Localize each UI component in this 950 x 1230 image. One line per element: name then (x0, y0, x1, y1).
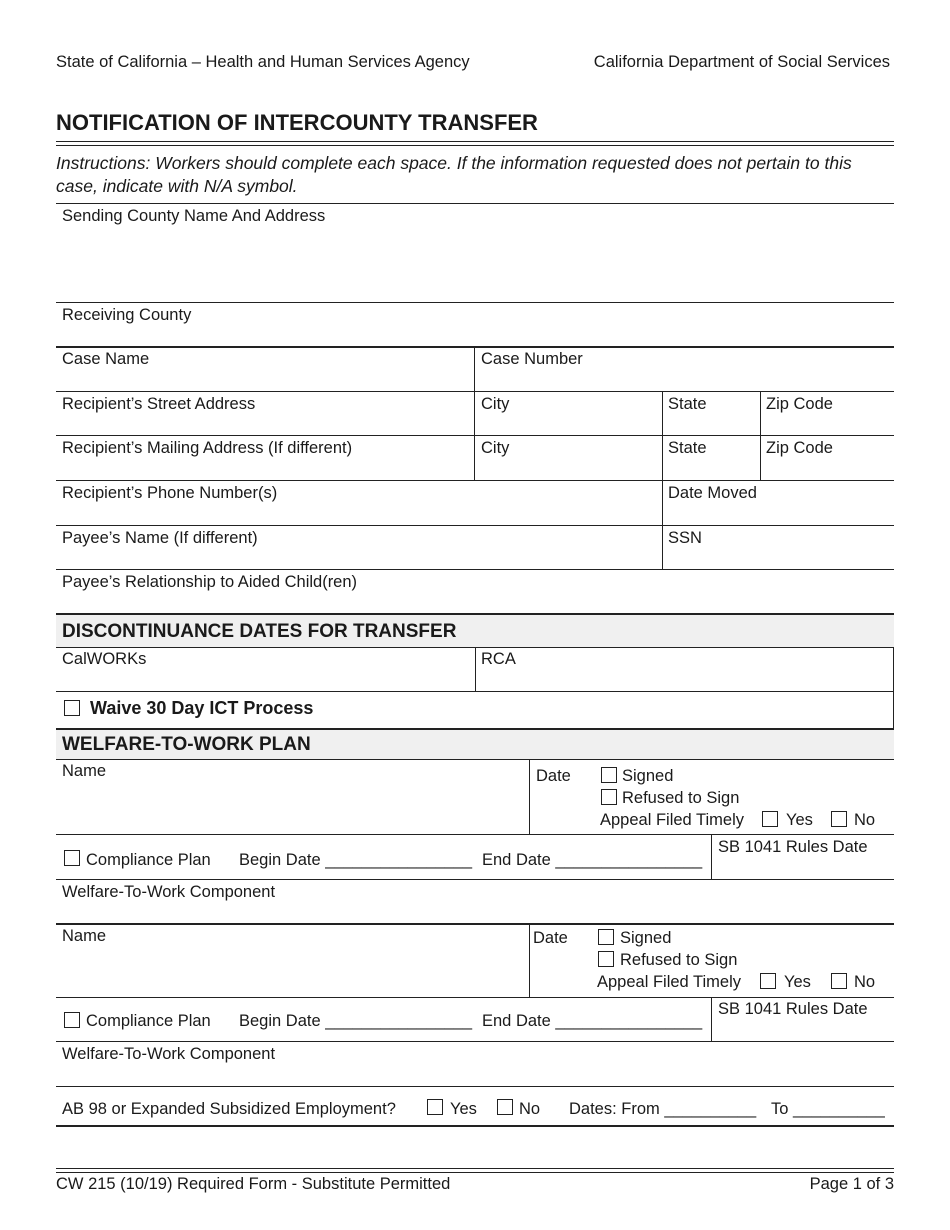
refused-label-2: Refused to Sign (620, 951, 738, 969)
city-label: City (481, 395, 510, 413)
rule (56, 435, 894, 436)
signed-label: Signed (622, 767, 674, 785)
appeal-no-checkbox-2[interactable] (831, 973, 847, 989)
signed-label-2: Signed (620, 929, 672, 947)
appeal-yes-checkbox[interactable] (762, 811, 778, 827)
payee-name-label: Payee’s Name (If different) (62, 529, 258, 547)
title-rule (56, 141, 894, 142)
footer-rule (56, 1168, 894, 1169)
rule (56, 203, 894, 204)
sending-county-label: Sending County Name And Address (62, 207, 326, 225)
ab98-dates-to: To __________ (771, 1100, 885, 1118)
waive-label: Waive 30 Day ICT Process (90, 698, 314, 718)
title-rule-2 (56, 145, 894, 146)
compliance-checkbox-2[interactable] (64, 1012, 80, 1028)
refused-checkbox[interactable] (601, 789, 617, 805)
discontinuance-heading: DISCONTINUANCE DATES FOR TRANSFER (62, 621, 457, 642)
date-moved-label: Date Moved (668, 484, 757, 502)
ab98-question: AB 98 or Expanded Subsidized Employment? (62, 1100, 396, 1118)
mailing-state-label: State (668, 439, 707, 457)
signed-checkbox-2[interactable] (598, 929, 614, 945)
rule (56, 302, 894, 303)
ab98-no-checkbox[interactable] (497, 1099, 513, 1115)
state-label: State (668, 395, 707, 413)
refused-checkbox-2[interactable] (598, 951, 614, 967)
street-address-label: Recipient’s Street Address (62, 395, 256, 413)
payee-relationship-label: Payee’s Relationship to Aided Child(ren) (62, 573, 358, 591)
mailing-address-label: Recipient’s Mailing Address (If different) (62, 439, 353, 457)
rule (56, 346, 894, 348)
divider (474, 347, 475, 480)
department-name: California Department of Social Services (593, 53, 890, 71)
appeal-label: Appeal Filed Timely (600, 811, 744, 829)
sb1041-label-2: SB 1041 Rules Date (718, 1000, 868, 1018)
case-number-label: Case Number (481, 350, 583, 368)
mailing-city-label: City (481, 439, 510, 457)
divider (760, 391, 761, 480)
wtw-name-label-2: Name (62, 927, 107, 945)
wtw-date-label: Date (536, 767, 571, 785)
divider (475, 647, 476, 691)
divider (529, 760, 530, 834)
wtw-component-label-2: Welfare-To-Work Component (62, 1045, 276, 1063)
end-date-label-2: End Date ________________ (482, 1012, 703, 1030)
divider (711, 834, 712, 879)
ab98-dates-from: Dates: From __________ (569, 1100, 757, 1118)
ssn-label: SSN (668, 529, 702, 547)
wtw-component-label: Welfare-To-Work Component (62, 883, 276, 901)
sb1041-label: SB 1041 Rules Date (718, 838, 868, 856)
appeal-no-checkbox[interactable] (831, 811, 847, 827)
compliance-label-2: Compliance Plan (86, 1012, 211, 1030)
rule (56, 997, 894, 998)
waive-checkbox[interactable] (64, 700, 80, 716)
wtw-heading: WELFARE-TO-WORK PLAN (62, 734, 311, 755)
agency-name: State of California – Health and Human Services Agency (56, 53, 470, 71)
rule (56, 834, 894, 835)
wtw-name-label: Name (62, 762, 107, 780)
footer-rule-2 (56, 1172, 894, 1173)
page-number: Page 1 of 3 (809, 1175, 894, 1193)
divider (662, 391, 663, 569)
rule (56, 879, 894, 880)
appeal-label-2: Appeal Filed Timely (597, 973, 741, 991)
appeal-no-label: No (854, 811, 876, 829)
phone-label: Recipient’s Phone Number(s) (62, 484, 278, 502)
rule (56, 1086, 894, 1087)
sending-county-field[interactable] (56, 225, 894, 301)
compliance-label: Compliance Plan (86, 851, 211, 869)
begin-date-label-2: Begin Date ________________ (239, 1012, 473, 1030)
case-name-label: Case Name (62, 350, 150, 368)
rule (56, 480, 894, 481)
appeal-no-label-2: No (854, 973, 876, 991)
wtw-date-label-2: Date (533, 929, 568, 947)
rule (56, 525, 894, 526)
rule (56, 1041, 894, 1042)
form-title: NOTIFICATION OF INTERCOUNTY TRANSFER (56, 110, 538, 135)
appeal-yes-label-2: Yes (784, 973, 811, 991)
begin-date-label: Begin Date ________________ (239, 851, 473, 869)
appeal-yes-label: Yes (786, 811, 813, 829)
signed-checkbox[interactable] (601, 767, 617, 783)
ab98-no-label: No (519, 1100, 541, 1118)
compliance-checkbox[interactable] (64, 850, 80, 866)
form-id: CW 215 (10/19) Required Form - Substitute Permitted (56, 1175, 451, 1193)
instructions: Instructions: Workers should complete each space. If the information requested does not pertain to this case, indicate with N/A symbol. (56, 153, 852, 196)
refused-label: Refused to Sign (622, 789, 740, 807)
divider (893, 647, 894, 729)
end-date-label: End Date ________________ (482, 851, 703, 869)
receiving-county-label: Receiving County (62, 306, 192, 324)
rule (56, 1125, 894, 1127)
rule (56, 759, 894, 760)
divider (711, 997, 712, 1041)
rule (56, 923, 894, 925)
appeal-yes-checkbox-2[interactable] (760, 973, 776, 989)
rule (56, 391, 894, 392)
rule (56, 691, 894, 692)
calworks-label: CalWORKs (62, 650, 147, 668)
zip-label: Zip Code (766, 395, 833, 413)
mailing-zip-label: Zip Code (766, 439, 833, 457)
divider (529, 925, 530, 997)
ab98-yes-checkbox[interactable] (427, 1099, 443, 1115)
ab98-yes-label: Yes (450, 1100, 477, 1118)
rca-label: RCA (481, 650, 516, 668)
rule (56, 569, 894, 570)
